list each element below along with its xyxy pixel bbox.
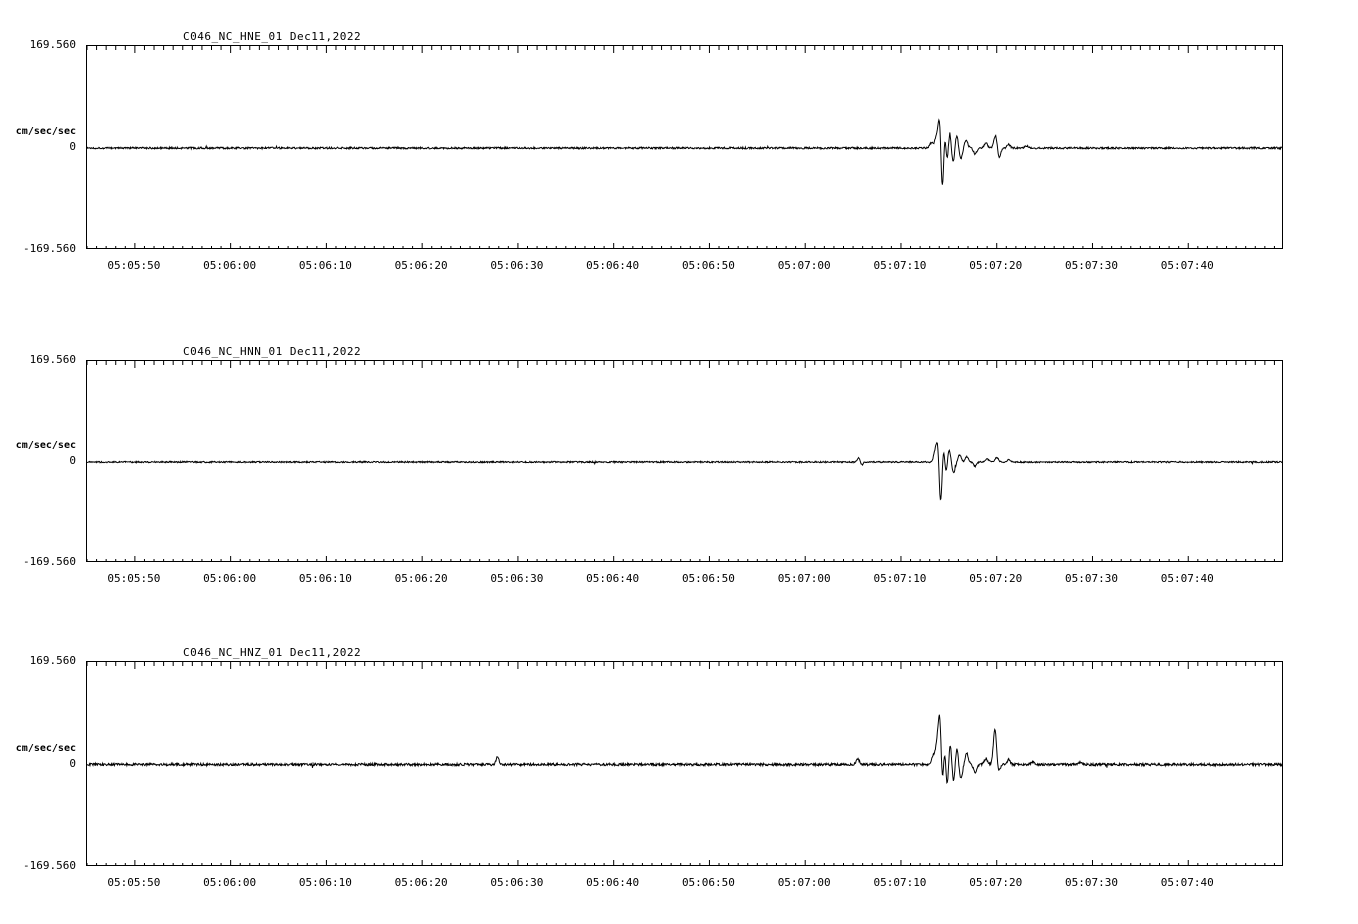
- x-axis-tick-label: 05:06:00: [203, 876, 257, 889]
- x-axis-tick-label: 05:05:50: [107, 876, 161, 889]
- x-axis-tick-label: 05:06:40: [586, 259, 640, 272]
- x-axis-tick-label: 05:07:30: [1064, 572, 1118, 585]
- waveform-trace: [87, 715, 1282, 783]
- x-axis-tick-label: 05:06:50: [681, 259, 735, 272]
- x-axis-tick-label: 05:07:10: [873, 876, 927, 889]
- y-axis-zero-label: 0: [69, 756, 76, 770]
- x-axis-tick-label: 05:07:40: [1160, 572, 1214, 585]
- plot-title: C046_NC_HNE_01 Dec11,2022: [183, 30, 362, 43]
- x-axis-tick-label: 05:06:50: [681, 876, 735, 889]
- x-axis-tick-label: 05:07:00: [777, 259, 831, 272]
- y-axis-min-label: -169.560: [23, 242, 76, 255]
- waveform-clip: [87, 662, 1282, 865]
- plot-title: C046_NC_HNZ_01 Dec11,2022: [183, 646, 362, 659]
- y-axis-unit-label: cm/sec/sec: [15, 742, 76, 754]
- y-axis-min-label: -169.560: [23, 555, 76, 568]
- y-axis-max-label: 169.560: [29, 38, 76, 51]
- x-axis-tick-label: 05:06:20: [394, 572, 448, 585]
- x-axis-tick-label: 05:06:10: [298, 259, 352, 272]
- x-axis-tick-label: 05:06:30: [490, 876, 544, 889]
- x-axis-tick-label: 05:07:40: [1160, 876, 1214, 889]
- x-axis-tick-label: 05:06:10: [298, 876, 352, 889]
- x-axis-tick-label: 05:06:20: [394, 876, 448, 889]
- x-axis-tick-label: 05:06:40: [586, 572, 640, 585]
- x-axis-tick-label: 05:05:50: [107, 572, 161, 585]
- y-axis-max-label: 169.560: [29, 654, 76, 667]
- y-axis-zero-label: 0: [69, 140, 76, 153]
- y-axis-zero-label: 0: [69, 454, 76, 467]
- x-axis-tick-label: 05:07:10: [873, 259, 927, 272]
- waveform-canvas: [87, 662, 1282, 865]
- x-axis-tick-label: 05:07:30: [1064, 876, 1118, 889]
- x-axis-tick-label: 05:07:40: [1160, 259, 1214, 272]
- x-axis-tick-label: 05:07:10: [873, 572, 927, 585]
- x-axis-tick-label: 05:06:00: [203, 572, 257, 585]
- x-axis-tick-label: 05:07:00: [777, 572, 831, 585]
- y-axis-max-label: 169.560: [29, 353, 76, 366]
- x-axis-tick-label: 05:06:00: [203, 259, 257, 272]
- x-axis-tick-label: 05:06:40: [586, 876, 640, 889]
- x-axis-tick-label: 05:06:30: [490, 572, 544, 585]
- y-axis-unit-label: cm/sec/sec: [15, 126, 76, 137]
- x-axis-tick-label: 05:05:50: [107, 259, 161, 272]
- x-axis-tick-label: 05:07:20: [969, 572, 1023, 585]
- x-axis-tick-label: 05:07:20: [969, 259, 1023, 272]
- x-axis-tick-label: 05:07:30: [1064, 259, 1118, 272]
- x-axis-tick-label: 05:07:00: [777, 876, 831, 889]
- x-axis-tick-label: 05:07:20: [969, 876, 1023, 889]
- x-axis-tick-label: 05:06:20: [394, 259, 448, 272]
- x-axis-tick-label: 05:06:30: [490, 259, 544, 272]
- plot-title: C046_NC_HNN_01 Dec11,2022: [183, 345, 362, 358]
- y-axis-min-label: -169.560: [23, 859, 76, 872]
- x-axis-tick-label: 05:06:50: [681, 572, 735, 585]
- y-axis-unit-label: cm/sec/sec: [15, 440, 76, 451]
- x-axis-tick-label: 05:06:10: [298, 572, 352, 585]
